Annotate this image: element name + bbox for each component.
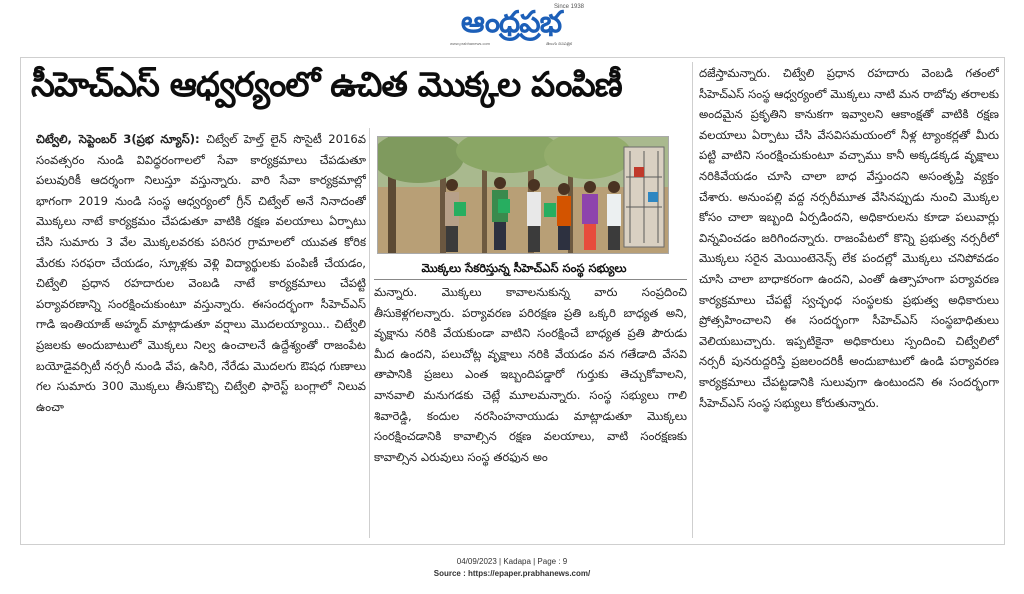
page-meta: 04/09/2023 | Kadapa | Page : 9 xyxy=(456,557,568,566)
article-clipping xyxy=(20,57,1005,545)
photo-image xyxy=(378,137,669,254)
column-divider xyxy=(369,128,370,538)
logo-tag-left: www.prabhanews.com xyxy=(450,41,491,46)
masthead-since: Since 1938 xyxy=(554,4,585,10)
column-3-text: దజేస్తామన్నారు. చిట్వేలి ప్రధాన రహదారు వెంబడి గతంలో సీహెచ్ఎస్ సంస్థ ఆధ్వర్యంలో మొక్కలు నాటి మన రాబోవు తరాలకు అందమైన ప్రకృతిని కానుకగా ఇవ్వాలని ఆకాంక్షతో వాటికి రక్షణ వలయాలు ఏర్పాటు చేసి వేసవిసమయంలో నీళ్ల ట్యాంకర్లతో మీరు పట్టి వాటిని సంరక్షించుకుంటూ వచ్చాము కానీ అక్కడక్కడ వృక్షాలు నరికివేయడం చూసి చాలా బాధ వేస్తుందని అసంతృప్తి వ్యక్తం చేశారు. అనుంపల్లి వద్ద నర్సరీమూత వేసినప్పుడు నుంచి మొక్కల కోసం చాలా ఇబ్బంది ఏర్పడిందని, అధికారులను కూడా పలువార్లు విన్నవించడం జరిగిందన్నారు. రాజంపేటలో కొన్ని ప్రభుత్వ నర్సరీలో మొక్కలు సరైన మెయింటెనెన్స్ లేక పందల్లో మొక్కలు చనిపోవడం చూసి చాలా బాధాకరంగా ఉందని, ఎంతో ఉత్సాహంగా పర్యావరణ కార్యక్రమాలు చేపట్టే స్వచ్ఛంధ సంస్థలకు ప్రభుత్వ అధికారులు ప్రోత్సహించాలని ఈ సందర్భంగా సీహెచ్ఎస్ సంస్థబాధితులు వెలియబుచ్చారు. ఇప్పటికైనా అధికారులు స్పందించి చిట్వేలిలో నర్సరీ పునరుద్దరిస్తే ప్రజలందరికీ అందుబాటులో ఉండి పర్యావరణ కార్యక్రమాలు చేపట్టడానికి సులువుగా ఉంటుందని ఈ సందర్భంగా సీహెచ్ఎస్ సంస్థ సభ్యులు కోరుతున్నారు. xyxy=(699,66,999,410)
photo-caption: మొక్కలు సేకరిస్తున్న సీహెచ్ఎస్ సంస్థ సభ్యులు xyxy=(421,261,627,275)
column-2-text: మన్నారు. మొక్కలు కావాలనుకున్న వారు సంప్రదించి తీసుకెళ్లగలన్నారు. పర్యావరణ పరిరక్షణ ప్రతి ఒక్కరి బాధ్యత అని, వృక్షాను నరికి వేయకుండా వాటిని సంరక్షించే బాధ్యత ప్రతి పౌరుడు మీద ఉందని, పలుచోట్ల వృక్షాలు నరికి వేయడం వన గతేడాది వేసవి తాపానికి ప్రజలు ఎంత ఇబ్బందిపడ్డారో గుర్తుకు తెచ్చుకోవాలని, వానవాలి మనుగడకు చెట్లే మూలమన్నారు. సంస్థ సభ్యులు గాలి శివారెడ్డి, కందుల నరసింహనాయుడు మాట్లాడుతూ మొక్కలు సంరక్షించడానికి కావాల్సిన రక్షణ వలయాలు, వాటి సంరక్షణకు కావాల్సిన ఎరువులు సంస్థ తరఫున అం xyxy=(374,285,687,464)
article-dateline: చిట్వేలి, సెప్టెంబర్ 3(ప్రభ న్యూస్): xyxy=(36,132,200,146)
article-column-1 xyxy=(36,129,366,529)
masthead xyxy=(0,0,1024,52)
column-1-text: చిట్వేల్ హెల్త్ లైన్ సొసైటీ 2016వ సంవత్సరం నుండి వివిధ్ధరంగాలలో సేవా కార్యక్రమాలు చేపడుతూ పలువురికీ ఆదర్శంగా నిలుస్తూ వస్తున్నారు. వారి సేవా కార్యక్రమాల్లో భాగంగా 2019 నుండి సంస్థ ఆధ్వర్యంలో గ్రీన్ చిట్వేల్ అనే నినాదంతో మొక్కలు నాటే కార్యక్రమం చేపడుతూ వాటికి రక్షణ వలయాలు ఏర్పాటు చేసి సుమారు 3 వేల మొక్కలవరకు పరిసర గ్రామాలలో యువత కోరిక మేరకు సరఫరా చేయడం, స్కూళ్లకు వెళ్లి విద్యార్థులకు పంపిణీ చేయడం, చిట్వేలి ప్రధాన రహదారుల వెంబడి నాటే కార్యక్రమాలు చేపట్టి పర్యావరణాన్ని సంరక్షించుకుంటూ వస్తున్నారు. ఈసందర్భంగా సీహెచ్ఎస్ గాడి ఇంతియాజ్ అహ్మద్ మాట్లాడుతూ వర్షాలు మొదలయ్యాయి.. చిట్వేలి ప్రజలకు అందుబాటులో మొక్కలు నిల్వ ఉంచాలనే ఉద్దేశ్యంతో రాజంపేట బయోడైవర్సిటీ నర్సరీ నుండి వేప, ఉసిరి, నేరేడు మొదలగు ఔషధ గుణాలు గల సుమారు 300 మొక్కలు తీసుకొచ్చి చిట్వేలి ఫారెస్ట్ బంగ్లాలో నిలువ ఉంచా xyxy=(36,132,366,414)
newspaper-logo: ఆంధ్రప్రభ xyxy=(460,5,562,40)
source-line: Source : https://epaper.prabhanews.com/ xyxy=(433,569,591,578)
logo-tag-right: తెలుగు దినపత్రిక xyxy=(546,41,572,46)
logo-taglines xyxy=(436,41,586,47)
caption-divider xyxy=(374,279,687,280)
article-headline: సీహెచ్ఎస్ ఆధ్వర్యంలో ఉచిత మొక్కల పంపిణీ xyxy=(31,65,622,105)
article-photo xyxy=(377,136,669,254)
article-column-3 xyxy=(699,63,999,538)
article-column-2 xyxy=(374,282,687,532)
column-divider xyxy=(692,62,693,538)
